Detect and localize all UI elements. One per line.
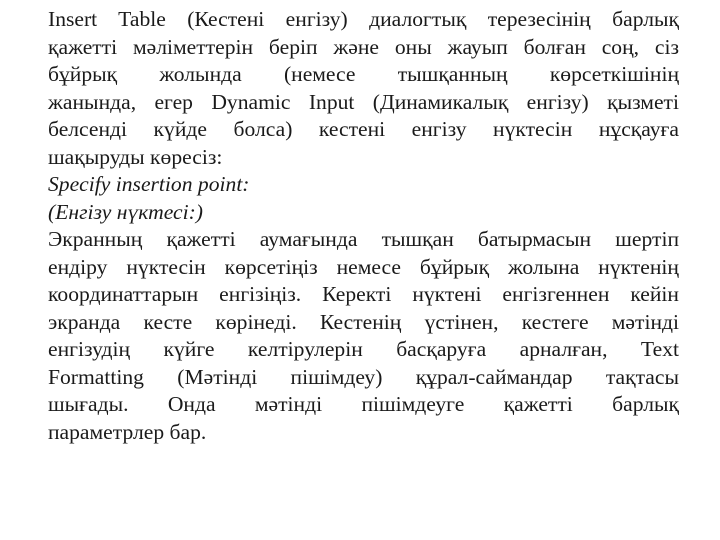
text-line: экранда кесте көрінеді. Кестенің үстінен, кестеге мәтінді xyxy=(48,309,679,334)
text-line: жанында, егер Dynamic Input (Динамикалық енгізу) қызметі xyxy=(48,89,679,114)
text-line: шығады. Онда мәтінді пішімдеуге қажетті барлық xyxy=(48,392,679,416)
text-line: Formatting (Мәтінді пішімдеу) құрал-саймандар тақтасы xyxy=(48,364,679,389)
text-line: белсенді күйде болса) кестені енгізу нүктесін нұсқауға xyxy=(48,117,679,141)
text-line: Экранның қажетті аумағында тышқан батырмасын шертіп xyxy=(48,227,679,251)
text-line: шақыруды көресіз: xyxy=(48,144,223,169)
text-line: қажетті мәліметтерін беріп және оны жауып болған соң, сіз xyxy=(48,34,679,59)
text-line: ендіру нүктесін көрсетіңіз немесе бұйрық жолына нүктенің xyxy=(48,254,679,279)
prompt-kazakh: (Енгізу нүктесі:) xyxy=(48,199,203,224)
paragraph-insertion-point xyxy=(48,226,679,446)
prompt-english: Specify insertion point: xyxy=(48,172,250,196)
text-line: координаттарын енгізіңіз. Керекті нүктені енгізгеннен кейін xyxy=(48,282,679,306)
document-body xyxy=(48,6,679,446)
text-line: бұйрық жолында (немесе тышқанның көрсеткішінің xyxy=(48,62,679,86)
text-line: Insert Table (Кестені енгізу) диалогтық терезесінің барлық xyxy=(48,7,679,31)
paragraph-insert-table-dialog xyxy=(48,6,679,171)
text-line: параметрлер бар. xyxy=(48,419,207,444)
command-prompt xyxy=(48,171,679,226)
text-line: енгізудің күйге келтірулерін басқаруға арналған, Text xyxy=(48,337,679,361)
